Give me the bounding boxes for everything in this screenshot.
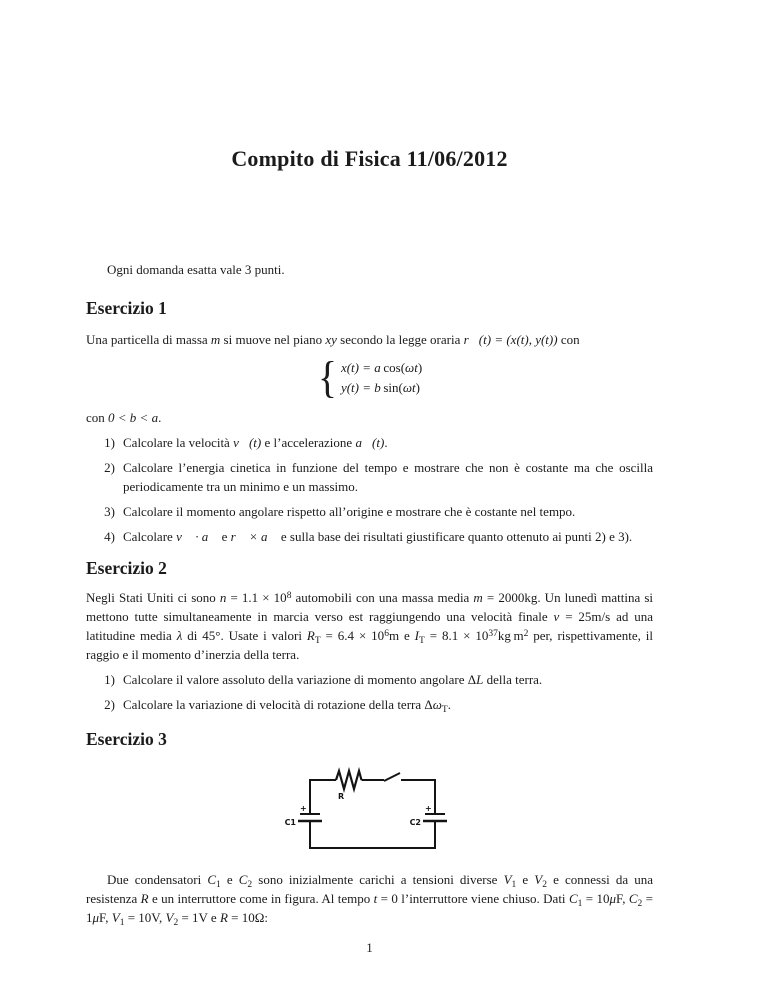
text-segment: secondo la legge oraria (336, 332, 464, 347)
text-segment: R (140, 891, 149, 906)
text-segment: v (553, 609, 560, 624)
text-segment: kg m (497, 628, 524, 643)
text-segment: y(t) = b (340, 380, 384, 395)
text-segment: 2 (247, 879, 253, 890)
item-text (123, 502, 653, 521)
equation-line-y (341, 378, 422, 398)
text-segment: F, (616, 891, 629, 906)
text-segment: . (447, 697, 451, 712)
text-segment: = 6.4 × 10 (320, 628, 385, 643)
list-item (86, 502, 653, 521)
text-segment: Una particella di massa (86, 332, 211, 347)
text-segment: ) (417, 360, 423, 375)
section-heading-esercizio-3: Esercizio 3 (86, 729, 167, 749)
equation-system (86, 355, 653, 401)
text-segment: e un interruttore come in figura. Al tempo (148, 891, 374, 906)
item-number: 3) (104, 504, 115, 519)
text-segment: L (476, 672, 484, 687)
item-number: 2) (104, 460, 115, 475)
text-block (86, 0, 653, 927)
text-segment: per, rispettivamente, il raggio e il momento d’inerzia della terra. (86, 628, 653, 662)
text-segment: 2 (523, 628, 529, 639)
text-segment: = 0 l’interruttore viene chiuso. Dati (377, 891, 569, 906)
text-segment: C (207, 872, 216, 887)
section-heading-esercizio-1: Esercizio 1 (86, 298, 167, 318)
list-item (86, 527, 653, 546)
text-segment: ω (432, 697, 442, 712)
text-segment: m (210, 332, 221, 347)
esercizio1-list (86, 433, 653, 546)
curly-brace: { (317, 353, 337, 402)
text-segment: C (238, 872, 248, 887)
item-number: 2) (104, 697, 115, 712)
text-segment: R (306, 628, 315, 643)
text-segment: R (219, 910, 228, 925)
text-segment: = 1V e (178, 910, 220, 925)
text-segment: sin( (383, 380, 403, 395)
text-segment: 2 (637, 898, 643, 909)
text-segment: ) (415, 380, 420, 395)
text-segment: e sulla base dei risultati giustificare quanto ottenuto ai punti 2) e 3). (277, 529, 633, 544)
text-segment: n (219, 590, 227, 605)
item-text (123, 695, 653, 714)
text-segment: m e (388, 628, 415, 643)
text-segment: 1 (215, 879, 221, 890)
text-segment: e connessi da una resistenza (86, 872, 653, 906)
text-segment: = 8.1 × 10 (424, 628, 489, 643)
text-segment: 2 (173, 917, 179, 928)
text-segment: di 45°. Usate i valori (182, 628, 307, 643)
text-segment: . (384, 435, 388, 450)
text-segment: V (165, 910, 174, 925)
item-number: 1) (104, 672, 115, 687)
text-segment: ωt (402, 380, 416, 395)
text-segment: t (373, 891, 378, 906)
text-segment: F, (99, 910, 112, 925)
esercizio1-paragraph (86, 330, 653, 349)
text-segment: cos( (383, 360, 406, 375)
text-segment: = 1.1 × 10 (226, 590, 287, 605)
text-segment: e (220, 872, 239, 887)
text-segment: r⃗ × a⃗ (230, 529, 278, 544)
text-segment: T (418, 635, 425, 646)
text-segment: Calcolare (123, 529, 177, 544)
text-segment: e (516, 872, 535, 887)
item-text (123, 433, 653, 452)
text-segment: = 10V, (124, 910, 166, 925)
text-segment: a⃗(t) (355, 435, 385, 450)
text-segment: Calcolare l’energia cinetica in funzione del tempo e mostrare che non è costante ma che oscilla periodicamente tra un minimo e un massimo. (123, 460, 653, 494)
text-segment: C (628, 891, 638, 906)
capacitor-c1-label: C1 (284, 818, 296, 827)
text-segment: Calcolare la velocità (123, 435, 234, 450)
text-segment: 1 (511, 879, 517, 890)
text-segment: con (557, 332, 580, 347)
text-segment: Calcolare il momento angolare rispetto all’origine e mostrare che è costante nel tempo. (123, 504, 576, 519)
capacitor-c2-label: C2 (409, 818, 421, 827)
text-segment: = 1 (86, 891, 653, 925)
text-segment: 2 (542, 879, 547, 890)
resistor-label: R (338, 792, 345, 801)
switch-symbol (384, 773, 400, 781)
esercizio2-paragraph (86, 588, 653, 664)
text-segment: si muove nel piano (220, 332, 326, 347)
equation-lines (341, 358, 422, 398)
item-number: 4) (104, 529, 115, 544)
text-segment: x(t) = a (340, 360, 384, 375)
list-item (86, 458, 653, 496)
text-segment: xy (325, 332, 337, 347)
item-text (123, 527, 653, 546)
text-segment: e l’accelerazione (261, 435, 356, 450)
intro-note: Ogni domanda esatta vale 3 punti. (107, 262, 285, 277)
text-segment: 0 < b < a (108, 410, 159, 425)
text-segment: 8 (286, 590, 292, 601)
text-segment: = 2000kg. Un lunedì mattina si mettono tutte simultaneamente in marcia verso est raggiungendo una velocità finale (86, 590, 654, 624)
text-segment: λ (176, 628, 183, 643)
text-segment: V (503, 872, 512, 887)
text-segment: V (534, 872, 543, 887)
page-number: 1 (366, 940, 373, 955)
circuit-figure (86, 763, 653, 858)
text-segment: 1 (577, 898, 583, 909)
text-segment: I (414, 628, 419, 643)
text-segment: T (441, 704, 448, 715)
esercizio3-paragraph (86, 870, 653, 927)
resistor-symbol (336, 771, 362, 789)
text-segment: ωt (405, 360, 418, 375)
text-segment: = 10Ω: (227, 910, 269, 925)
list-item (86, 433, 653, 452)
text-segment: Negli Stati Uniti ci sono (86, 590, 220, 605)
list-item (86, 670, 653, 689)
text-segment: μ (609, 891, 616, 906)
capacitor-c2-plus-sign: + (425, 804, 432, 813)
equation-condition (86, 408, 653, 427)
text-segment: = 10 (582, 891, 610, 906)
text-segment: automobili con una massa media (291, 590, 474, 605)
item-text (123, 670, 653, 689)
text-segment: . (158, 410, 162, 425)
text-segment: T (314, 635, 321, 646)
text-segment: V (111, 910, 120, 925)
text-segment: Calcolare la variazione di velocità di rotazione della terra Δ (123, 697, 433, 712)
item-text (123, 458, 653, 496)
document-title: Compito di Fisica 11/06/2012 (231, 146, 508, 171)
esercizio2-list (86, 670, 653, 714)
text-segment: e (218, 529, 231, 544)
equation-line-x (341, 358, 422, 378)
text-segment: μ (92, 910, 100, 925)
text-segment: = 25m/s ad una latitudine media (86, 609, 654, 643)
text-segment: Calcolare il valore assoluto della variazione di momento angolare Δ (123, 672, 477, 687)
text-segment: 1 (119, 917, 125, 928)
circuit-diagram (280, 763, 470, 858)
text-segment: C (568, 891, 578, 906)
text-segment: della terra. (483, 672, 543, 687)
text-segment: v⃗(t) (233, 435, 262, 450)
text-segment: sono inizialmente carichi a tensioni diverse (252, 872, 504, 887)
text-segment: 37 (488, 628, 498, 639)
item-number: 1) (104, 435, 115, 450)
section-heading-esercizio-2: Esercizio 2 (86, 558, 167, 578)
text-segment: con (86, 410, 109, 425)
text-segment: 6 (384, 628, 389, 639)
capacitor-c1-plus-sign: + (300, 804, 307, 813)
text-segment: Due condensatori (107, 872, 208, 887)
text-segment: v⃗ · a⃗ (176, 529, 219, 544)
text-segment: r⃗(t) = (x(t), y(t)) (463, 332, 558, 347)
list-item (86, 695, 653, 714)
text-segment: m (473, 590, 483, 605)
